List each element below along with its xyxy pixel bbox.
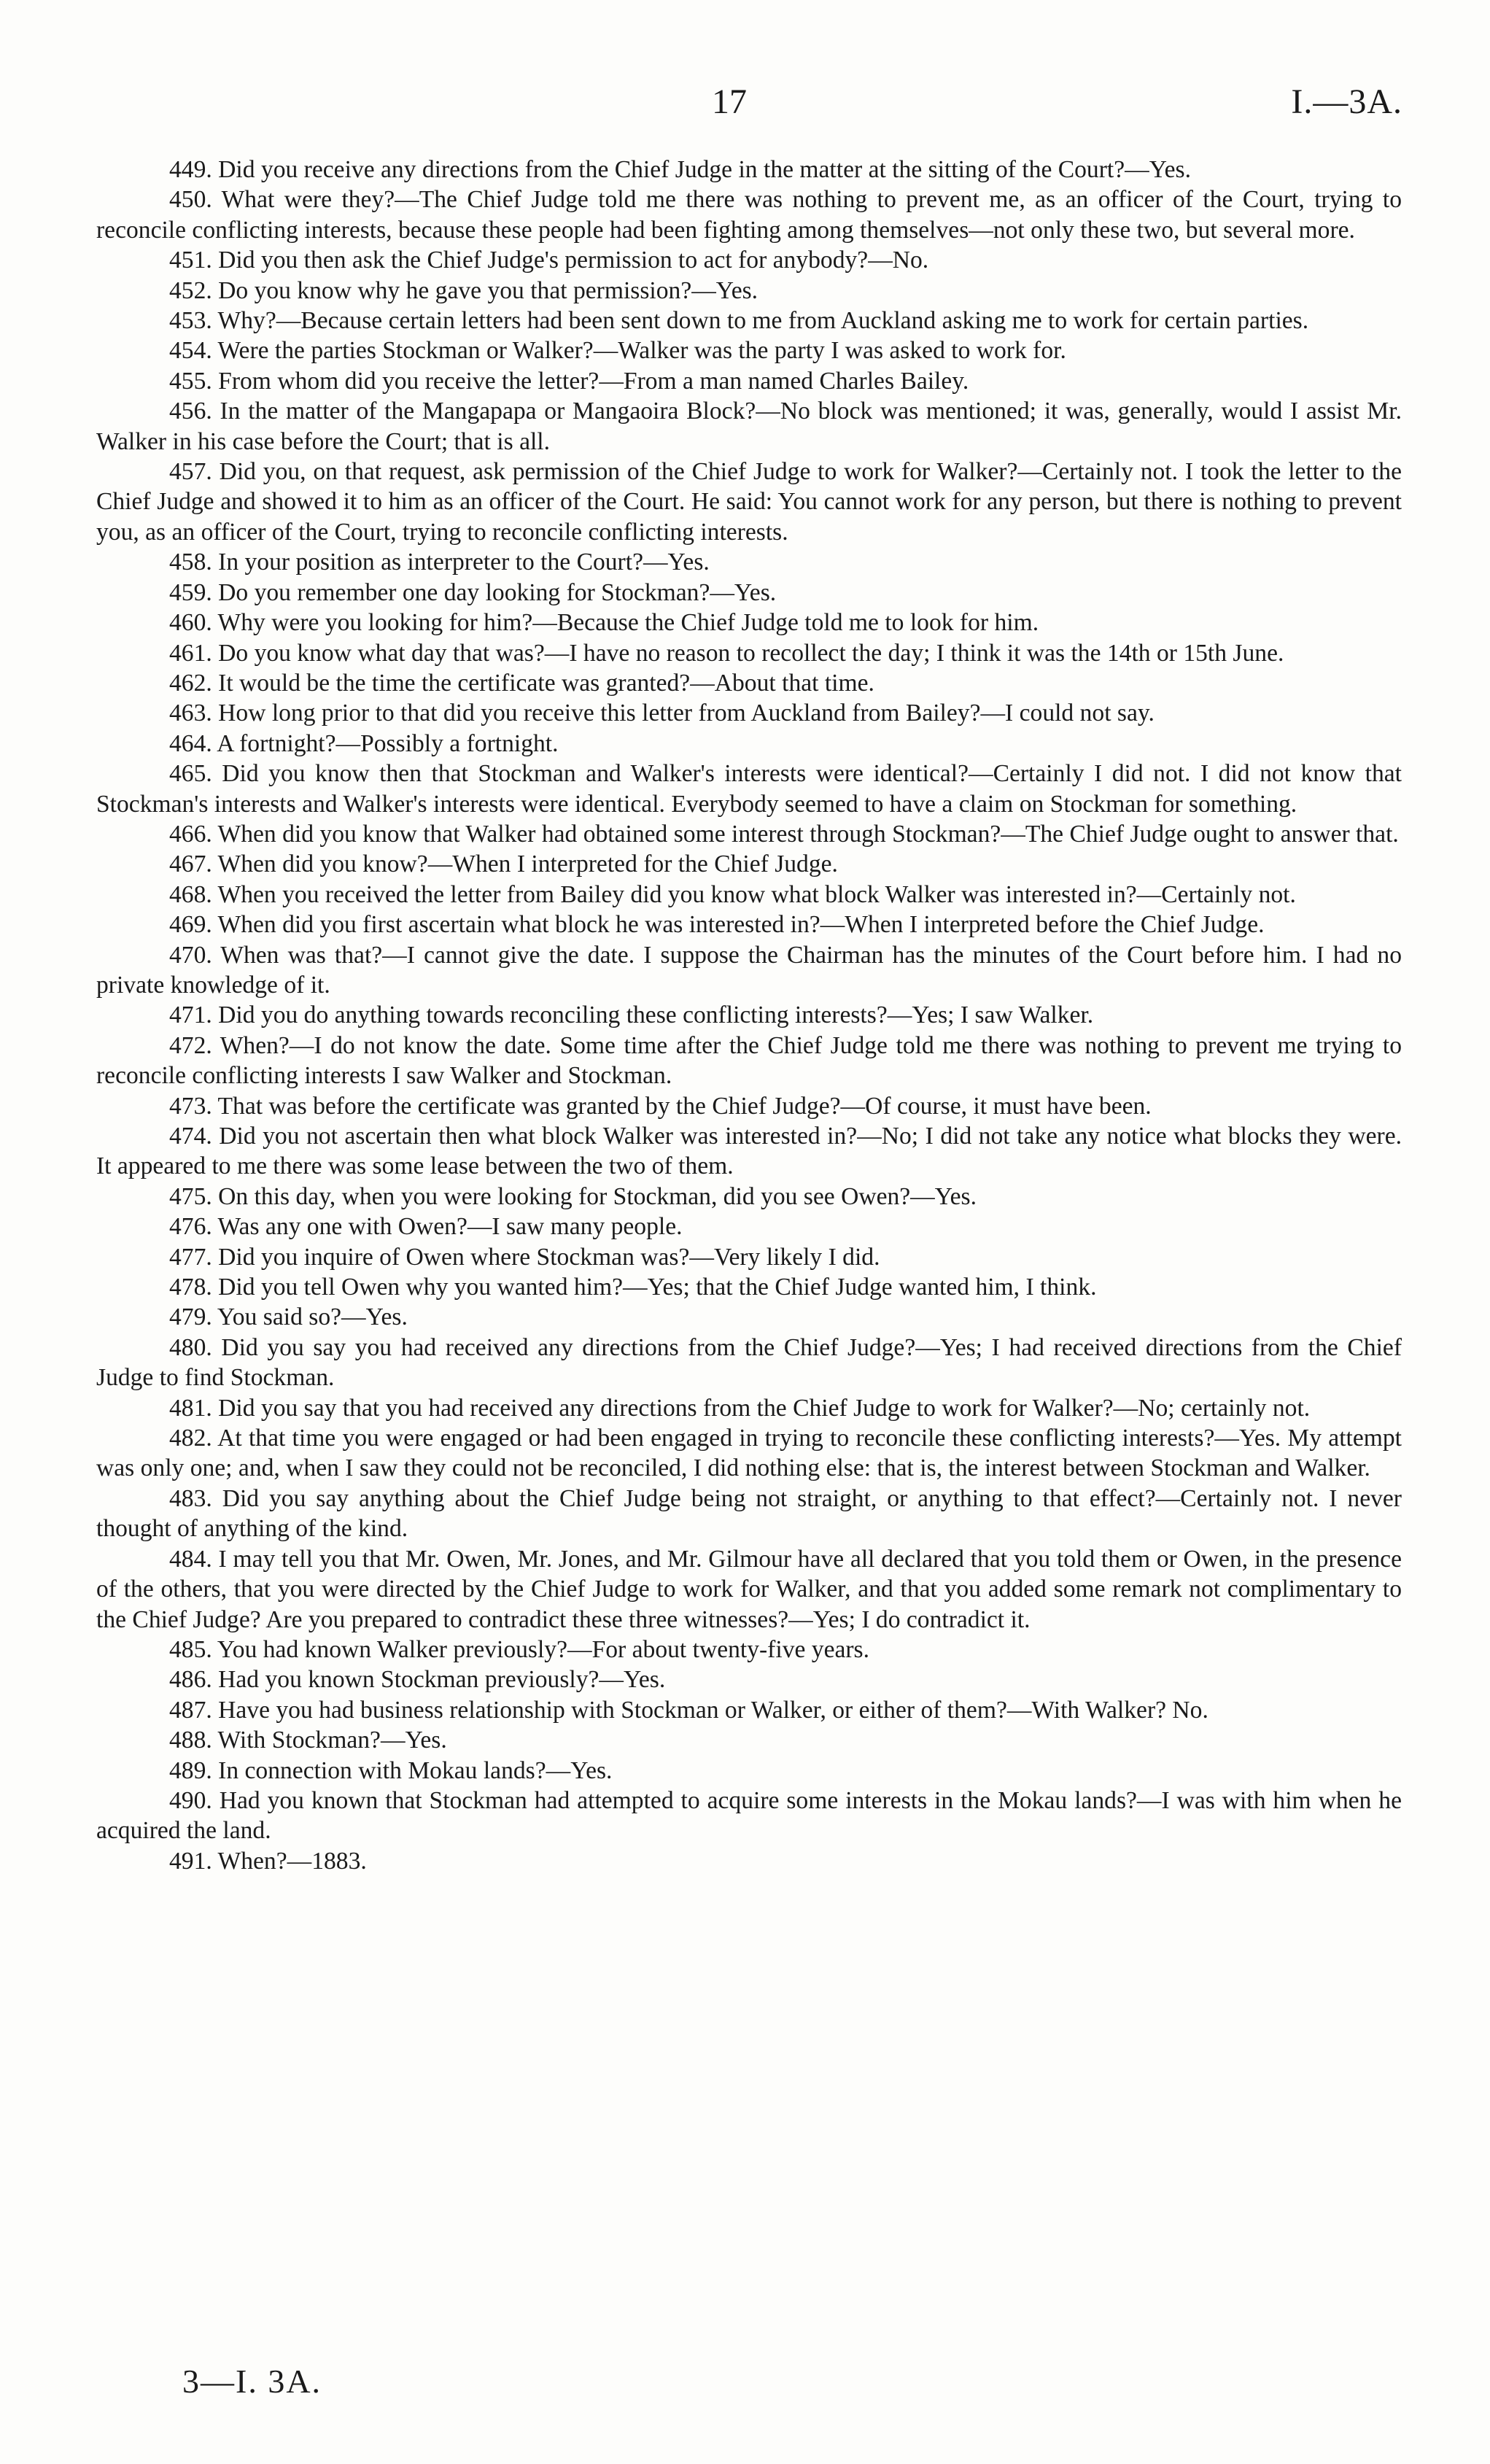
question-answer-paragraph: 464. A fortnight?—Possibly a fortnight. xyxy=(169,729,559,757)
question-answer-paragraph: 477. Did you inquire of Owen where Stockman was?—Very likely I did. xyxy=(169,1243,880,1271)
question-answer-paragraph: 481. Did you say that you had received any directions from the Chief Judge to work for Walker?—No; certainly not. xyxy=(169,1394,1311,1422)
question-answer-paragraph: 466. When did you know that Walker had obtained some interest through Stockman?—The Chief Judge ought to answer that. xyxy=(169,820,1399,848)
question-answer-paragraph: 486. Had you known Stockman previously?—Yes. xyxy=(169,1666,666,1694)
sheet-signature: 3—I. 3A. xyxy=(182,2363,322,2400)
question-answer-paragraph: 487. Have you had business relationship with Stockman or Walker, or either of them?—With Walker? No. xyxy=(169,1696,1208,1724)
question-answer-paragraph: 484. I may tell you that Mr. Owen, Mr. Jones, and Mr. Gilmour have all declared that you told them or Owen, in the presence of the others, that you were directed by the Chief Judge to work for Walker, and that you added some remark not complimentary to the Chief Judge? Are you prepared to contradict these three witnesses?—Yes; I do contradict it. xyxy=(96,1545,1402,1633)
question-answer-paragraph: 452. Do you know why he gave you that permission?—Yes. xyxy=(169,276,758,304)
question-answer-paragraph: 457. Did you, on that request, ask permission of the Chief Judge to work for Walker?—Certainly not. I took the letter to the Chief Judge and showed it to him as an officer of the Court. He said: You cannot work for any person, but there is nothing to prevent you, as an officer of the Court, trying to reconcile conflicting interests. xyxy=(96,458,1402,546)
question-answer-paragraph: 465. Did you know then that Stockman and Walker's interests were identical?—Certainly I did not. I did not know that Stockman's interests and Walker's interests were identical. Everybody seemed to have a claim on Stockman for something. xyxy=(96,760,1402,818)
question-answer-paragraph: 491. When?—1883. xyxy=(169,1847,367,1875)
question-answer-paragraph: 471. Did you do anything towards reconciling these conflicting interests?—Yes; I saw Walker. xyxy=(169,1002,1094,1029)
question-answer-paragraph: 469. When did you first ascertain what block he was interested in?—When I interpreted before the Chief Judge. xyxy=(169,911,1265,939)
question-answer-paragraph: 473. That was before the certificate was granted by the Chief Judge?—Of course, it must have been. xyxy=(169,1092,1152,1120)
question-answer-paragraph: 488. With Stockman?—Yes. xyxy=(169,1727,447,1754)
page-number: 17 xyxy=(712,82,747,121)
question-answer-paragraph: 451. Did you then ask the Chief Judge's permission to act for anybody?—No. xyxy=(169,247,929,274)
question-answer-paragraph: 482. At that time you were engaged or had been engaged in trying to reconcile these conflicting interests?—Yes. My attempt was only one; and, when I saw they could not be reconciled, I did nothing else: that is, the interest between Stockman and Walker. xyxy=(96,1425,1402,1482)
question-answer-paragraph: 458. In your position as interpreter to the Court?—Yes. xyxy=(169,549,710,576)
question-answer-paragraph: 476. Was any one with Owen?—I saw many people. xyxy=(169,1213,683,1241)
question-answer-paragraph: 462. It would be the time the certificate was granted?—About that time. xyxy=(169,669,874,697)
question-answer-paragraph: 468. When you received the letter from Bailey did you know what block Walker was interested in?—Certainly not. xyxy=(169,880,1296,908)
question-answer-paragraph: 461. Do you know what day that was?—I have no reason to recollect the day; I think it was the 14th or 15th June. xyxy=(169,639,1284,667)
question-answer-paragraph: 475. On this day, when you were looking for Stockman, did you see Owen?—Yes. xyxy=(169,1182,977,1210)
question-answer-paragraph: 460. Why were you looking for him?—Because the Chief Judge told me to look for him. xyxy=(169,609,1039,637)
question-answer-paragraph: 463. How long prior to that did you receive this letter from Auckland from Bailey?—I could not say. xyxy=(169,700,1155,727)
question-answer-paragraph: 474. Did you not ascertain then what block Walker was interested in?—No; I did not take any notice what blocks they were. It appeared to me there was some lease between the two of them. xyxy=(96,1123,1402,1180)
question-answer-paragraph: 453. Why?—Because certain letters had been sent down to me from Auckland asking me to work for certain parties. xyxy=(169,307,1309,335)
question-answer-paragraph: 454. Were the parties Stockman or Walker?—Walker was the party I was asked to work for. xyxy=(169,337,1066,365)
question-answer-paragraph: 483. Did you say anything about the Chief Judge being not straight, or anything to that effect?—Certainly not. I never thought of anything of the kind. xyxy=(96,1484,1402,1543)
question-answer-paragraph: 456. In the matter of the Mangapapa or Mangaoira Block?—No block was mentioned; it was, generally, would I assist Mr. Walker in his case before the Court; that is all. xyxy=(96,398,1402,455)
question-answer-paragraph: 459. Do you remember one day looking for Stockman?—Yes. xyxy=(169,578,777,606)
question-answer-paragraph: 455. From whom did you receive the letter?—From a man named Charles Bailey. xyxy=(169,367,969,395)
document-reference: I.—3A. xyxy=(1291,82,1402,121)
question-answer-paragraph: 479. You said so?—Yes. xyxy=(169,1303,408,1331)
evidence-body xyxy=(96,155,1402,1876)
question-answer-paragraph: 489. In connection with Mokau lands?—Yes. xyxy=(169,1756,613,1784)
question-answer-paragraph: 467. When did you know?—When I interpreted for the Chief Judge. xyxy=(169,851,838,878)
question-answer-paragraph: 470. When was that?—I cannot give the date. I suppose the Chairman has the minutes of the Court before him. I had no private knowledge of it. xyxy=(96,941,1402,999)
question-answer-paragraph: 490. Had you known that Stockman had attempted to acquire some interests in the Mokau lands?—I was with him when he acquired the land. xyxy=(96,1786,1402,1845)
question-answer-paragraph: 450. What were they?—The Chief Judge told me there was nothing to prevent me, as an officer of the Court, trying to reconcile conflicting interests, because these people had been fighting among themselves—not only these two, but several more. xyxy=(96,186,1402,244)
question-answer-paragraph: 485. You had known Walker previously?—For about twenty-five years. xyxy=(169,1635,870,1663)
question-answer-paragraph: 472. When?—I do not know the date. Some time after the Chief Judge told me there was nothing to prevent me trying to reconcile conflicting interests I saw Walker and Stockman. xyxy=(96,1031,1402,1090)
question-answer-paragraph: 478. Did you tell Owen why you wanted him?—Yes; that the Chief Judge wanted him, I think. xyxy=(169,1274,1097,1301)
question-answer-paragraph: 480. Did you say you had received any directions from the Chief Judge?—Yes; I had received directions from the Chief Judge to find Stockman. xyxy=(96,1333,1402,1392)
question-answer-paragraph: 449. Did you receive any directions from the Chief Judge in the matter at the sitting of the Court?—Yes. xyxy=(169,156,1191,183)
